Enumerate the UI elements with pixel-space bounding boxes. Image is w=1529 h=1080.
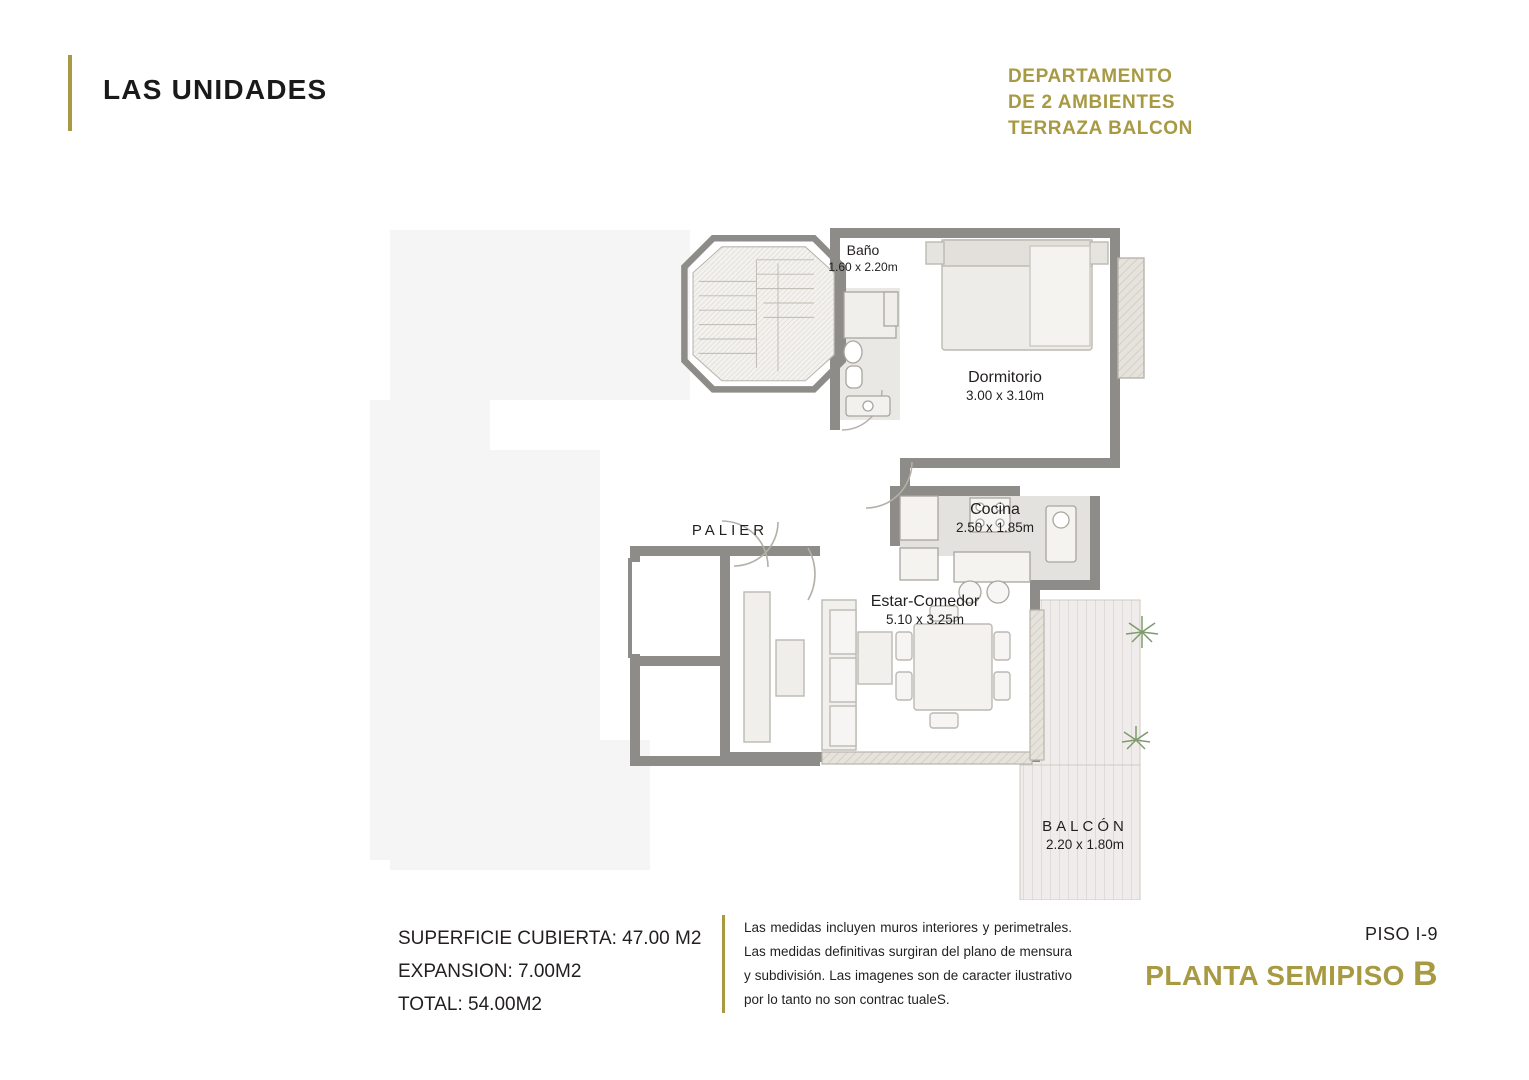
- room-dims: 2.50 x 1.85m: [955, 520, 1035, 535]
- room-name: Baño: [846, 242, 880, 258]
- unit-type-line-2: DE 2 AMBIENTES: [1007, 92, 1176, 113]
- room-dims: 2.20 x 1.80m: [1045, 836, 1125, 852]
- page-title: LAS UNIDADES: [103, 74, 328, 105]
- disclaimer-text: Las medidas incluyen muros interiores y perimetrales. Las medidas definitivas surgiran del plano de mensura y subdivisión. Las imagenes son de caracter ilustrativo por lo tanto no son contrac tualeS.: [744, 920, 1072, 1007]
- bedroom-window: [1118, 258, 1144, 378]
- room-dims: 1.60 x 2.20m: [828, 259, 898, 274]
- room-dims: 3.00 x 3.10m: [965, 388, 1045, 403]
- unit-type-block: [1008, 64, 1193, 142]
- room-dims: 5.10 x 3.25m: [885, 612, 965, 627]
- floor-number-label: PISO I-9: [1364, 924, 1438, 944]
- room-name: Cocina: [970, 501, 1020, 518]
- area-summary: [398, 922, 701, 1021]
- area-total: TOTAL: 54.00M2: [398, 994, 542, 1015]
- unit-type-line-3: TERRAZA BALCON: [1007, 118, 1193, 139]
- stair-core: [684, 238, 842, 567]
- room-name: BALCÓN: [1042, 818, 1128, 835]
- floor-plan: [330, 200, 1210, 900]
- plan-title: [1145, 955, 1438, 994]
- bedroom-furniture: [926, 240, 1108, 350]
- room-name: Estar-Comedor: [870, 593, 980, 610]
- floor-plan-drawing: [330, 200, 1210, 900]
- footer-accent-rule: [722, 915, 725, 1013]
- room-name: Dormitorio: [968, 369, 1042, 386]
- area-covered: SUPERFICIE CUBIERTA: 47.00 M2: [398, 928, 702, 949]
- unit-type-line-1: DEPARTAMENTO: [1007, 66, 1173, 87]
- area-expansion: EXPANSION: 7.00M2: [398, 961, 582, 982]
- plan-title-letter: B: [1413, 955, 1438, 993]
- room-name: PALIER: [691, 522, 769, 539]
- plan-title-main: PLANTA SEMIPISO: [1145, 960, 1414, 991]
- header-accent-rule: [68, 55, 72, 131]
